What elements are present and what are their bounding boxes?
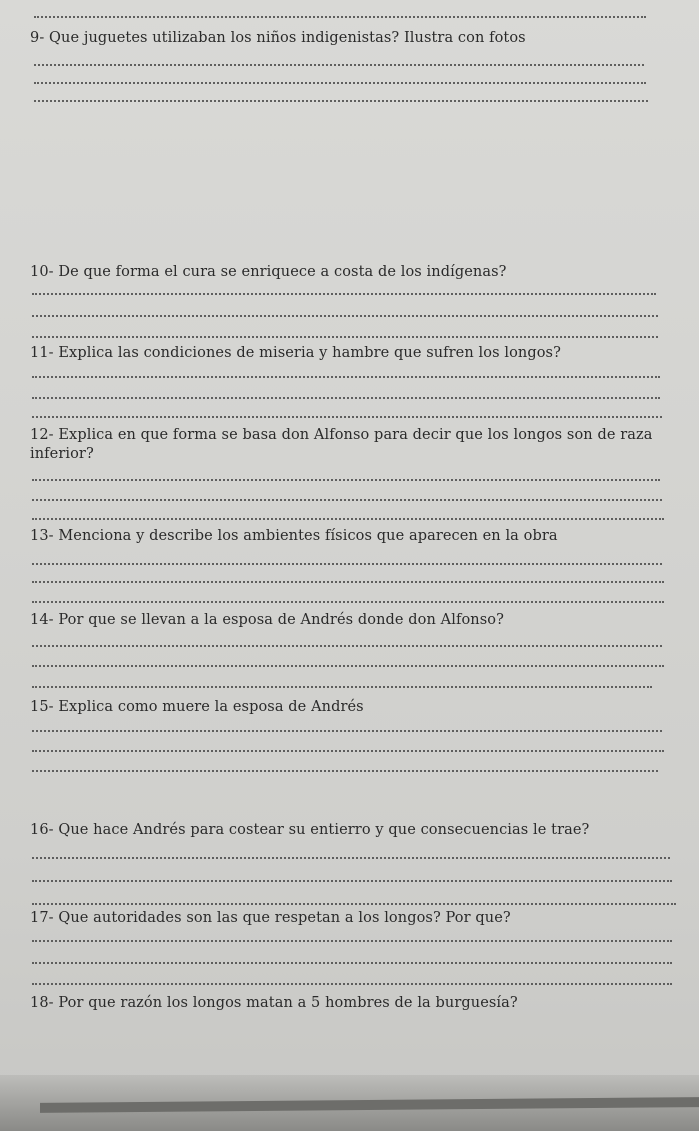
question-10: 10- De que forma el cura se enriquece a costa de los indígenas? xyxy=(30,264,507,280)
answer-line xyxy=(34,100,648,102)
answer-line xyxy=(32,730,662,732)
answer-line xyxy=(34,82,646,84)
answer-line xyxy=(32,940,672,942)
answer-line xyxy=(32,518,664,520)
question-17: 17- Que autoridades son las que respetan a los longos? Por que? xyxy=(30,910,511,926)
question-18: 18- Por que razón los longos matan a 5 hombres de la burguesía? xyxy=(30,995,518,1011)
answer-line xyxy=(32,770,658,772)
answer-line xyxy=(32,416,662,418)
answer-line xyxy=(32,880,672,882)
answer-line xyxy=(32,397,660,399)
question-15: 15- Explica como muere la esposa de Andrés xyxy=(30,699,364,715)
answer-line xyxy=(32,563,662,565)
answer-line xyxy=(32,581,664,583)
answer-line xyxy=(32,376,660,378)
answer-line xyxy=(32,962,672,964)
answer-line xyxy=(32,336,658,338)
answer-line xyxy=(32,645,662,647)
answer-line xyxy=(32,903,676,905)
question-12: 12- Explica en que forma se basa don Alfonso para decir que los longos son de raza inferior? xyxy=(30,427,653,462)
answer-line xyxy=(32,499,662,501)
answer-line xyxy=(32,315,658,317)
answer-line xyxy=(32,479,660,481)
answer-line xyxy=(32,293,656,295)
answer-line xyxy=(32,601,664,603)
answer-line xyxy=(32,857,670,859)
answer-line xyxy=(32,750,664,752)
question-14: 14- Por que se llevan a la esposa de Andrés donde don Alfonso? xyxy=(30,612,504,628)
answer-line xyxy=(32,983,672,985)
question-13: 13- Menciona y describe los ambientes físicos que aparecen en la obra xyxy=(30,528,558,544)
question-9: 9- Que juguetes utilizaban los niños indigenistas? Ilustra con fotos xyxy=(30,30,526,46)
answer-line xyxy=(34,64,644,66)
question-16: 16- Que hace Andrés para costear su entierro y que consecuencias le trae? xyxy=(30,822,590,838)
question-11: 11- Explica las condiciones de miseria y hambre que sufren los longos? xyxy=(30,345,561,361)
answer-line xyxy=(34,16,646,18)
answer-line xyxy=(32,686,652,688)
answer-line xyxy=(32,665,664,667)
